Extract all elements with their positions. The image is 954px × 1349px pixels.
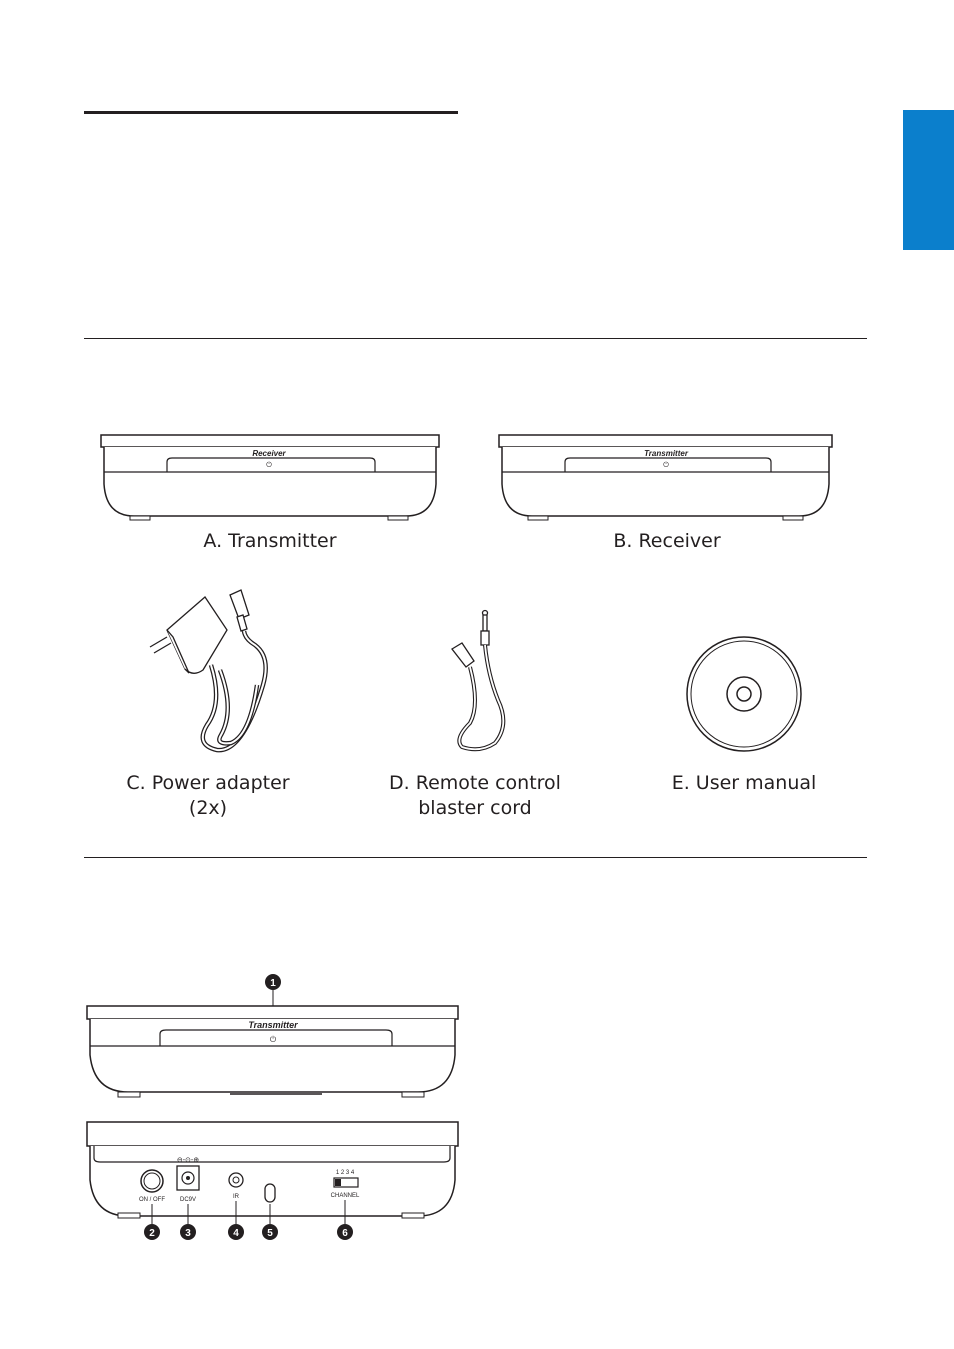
svg-text:2: 2 xyxy=(149,1228,155,1239)
ir-label: IR xyxy=(233,1194,239,1200)
callout-2 xyxy=(144,1224,160,1240)
svg-text:⏻: ⏻ xyxy=(266,462,272,469)
blaster-cord-icon xyxy=(440,605,525,755)
caption-d: D. Remote control blaster cord xyxy=(389,772,561,819)
caption-a: A. Transmitter xyxy=(203,530,337,552)
caption-e: E. User manual xyxy=(671,772,817,794)
device-front-icon xyxy=(100,434,440,524)
transmitter-rear-view xyxy=(80,1118,470,1248)
front-label: Transmitter xyxy=(248,1020,298,1030)
callout-5 xyxy=(262,1224,278,1240)
transmitter-front-view xyxy=(80,970,470,1105)
dc-label: DC9V xyxy=(179,1197,197,1203)
channel-label: CHANNEL xyxy=(330,1193,360,1199)
on-off-label: ON / OFF xyxy=(139,1197,165,1203)
callout-6 xyxy=(337,1224,353,1240)
cd-icon xyxy=(684,634,804,754)
svg-text:3: 3 xyxy=(185,1228,191,1239)
svg-text:⏻: ⏻ xyxy=(663,462,669,469)
caption-b: B. Receiver xyxy=(613,530,721,552)
device-label: Receiver xyxy=(252,449,286,458)
svg-text:⊖-⊙-⊕: ⊖-⊙-⊕ xyxy=(176,1157,200,1164)
callout-1 xyxy=(265,974,281,990)
callout-4 xyxy=(228,1224,244,1240)
channel-switch-icon xyxy=(334,1178,358,1187)
ir-jack-icon xyxy=(229,1173,243,1187)
device-label: Transmitter xyxy=(644,449,688,458)
caption-c: C. Power adapter (2x) xyxy=(126,772,290,819)
svg-text:5: 5 xyxy=(267,1228,273,1239)
svg-text:6: 6 xyxy=(342,1228,348,1239)
svg-text:4: 4 xyxy=(233,1228,239,1239)
dc-socket-icon xyxy=(177,1157,199,1190)
channel-numbers: 1 2 3 4 xyxy=(335,1170,355,1176)
device-front-icon xyxy=(498,434,838,524)
power-button-icon xyxy=(141,1170,163,1192)
callout-3 xyxy=(180,1224,196,1240)
svg-text:1: 1 xyxy=(270,978,276,989)
power-adapter-icon xyxy=(145,585,285,755)
section-divider-1 xyxy=(84,338,867,339)
section-divider-2 xyxy=(84,857,867,858)
svg-text:⏻: ⏻ xyxy=(269,1035,277,1044)
slot-icon xyxy=(265,1184,275,1202)
heading-rule xyxy=(84,111,458,114)
language-tab xyxy=(903,110,954,250)
